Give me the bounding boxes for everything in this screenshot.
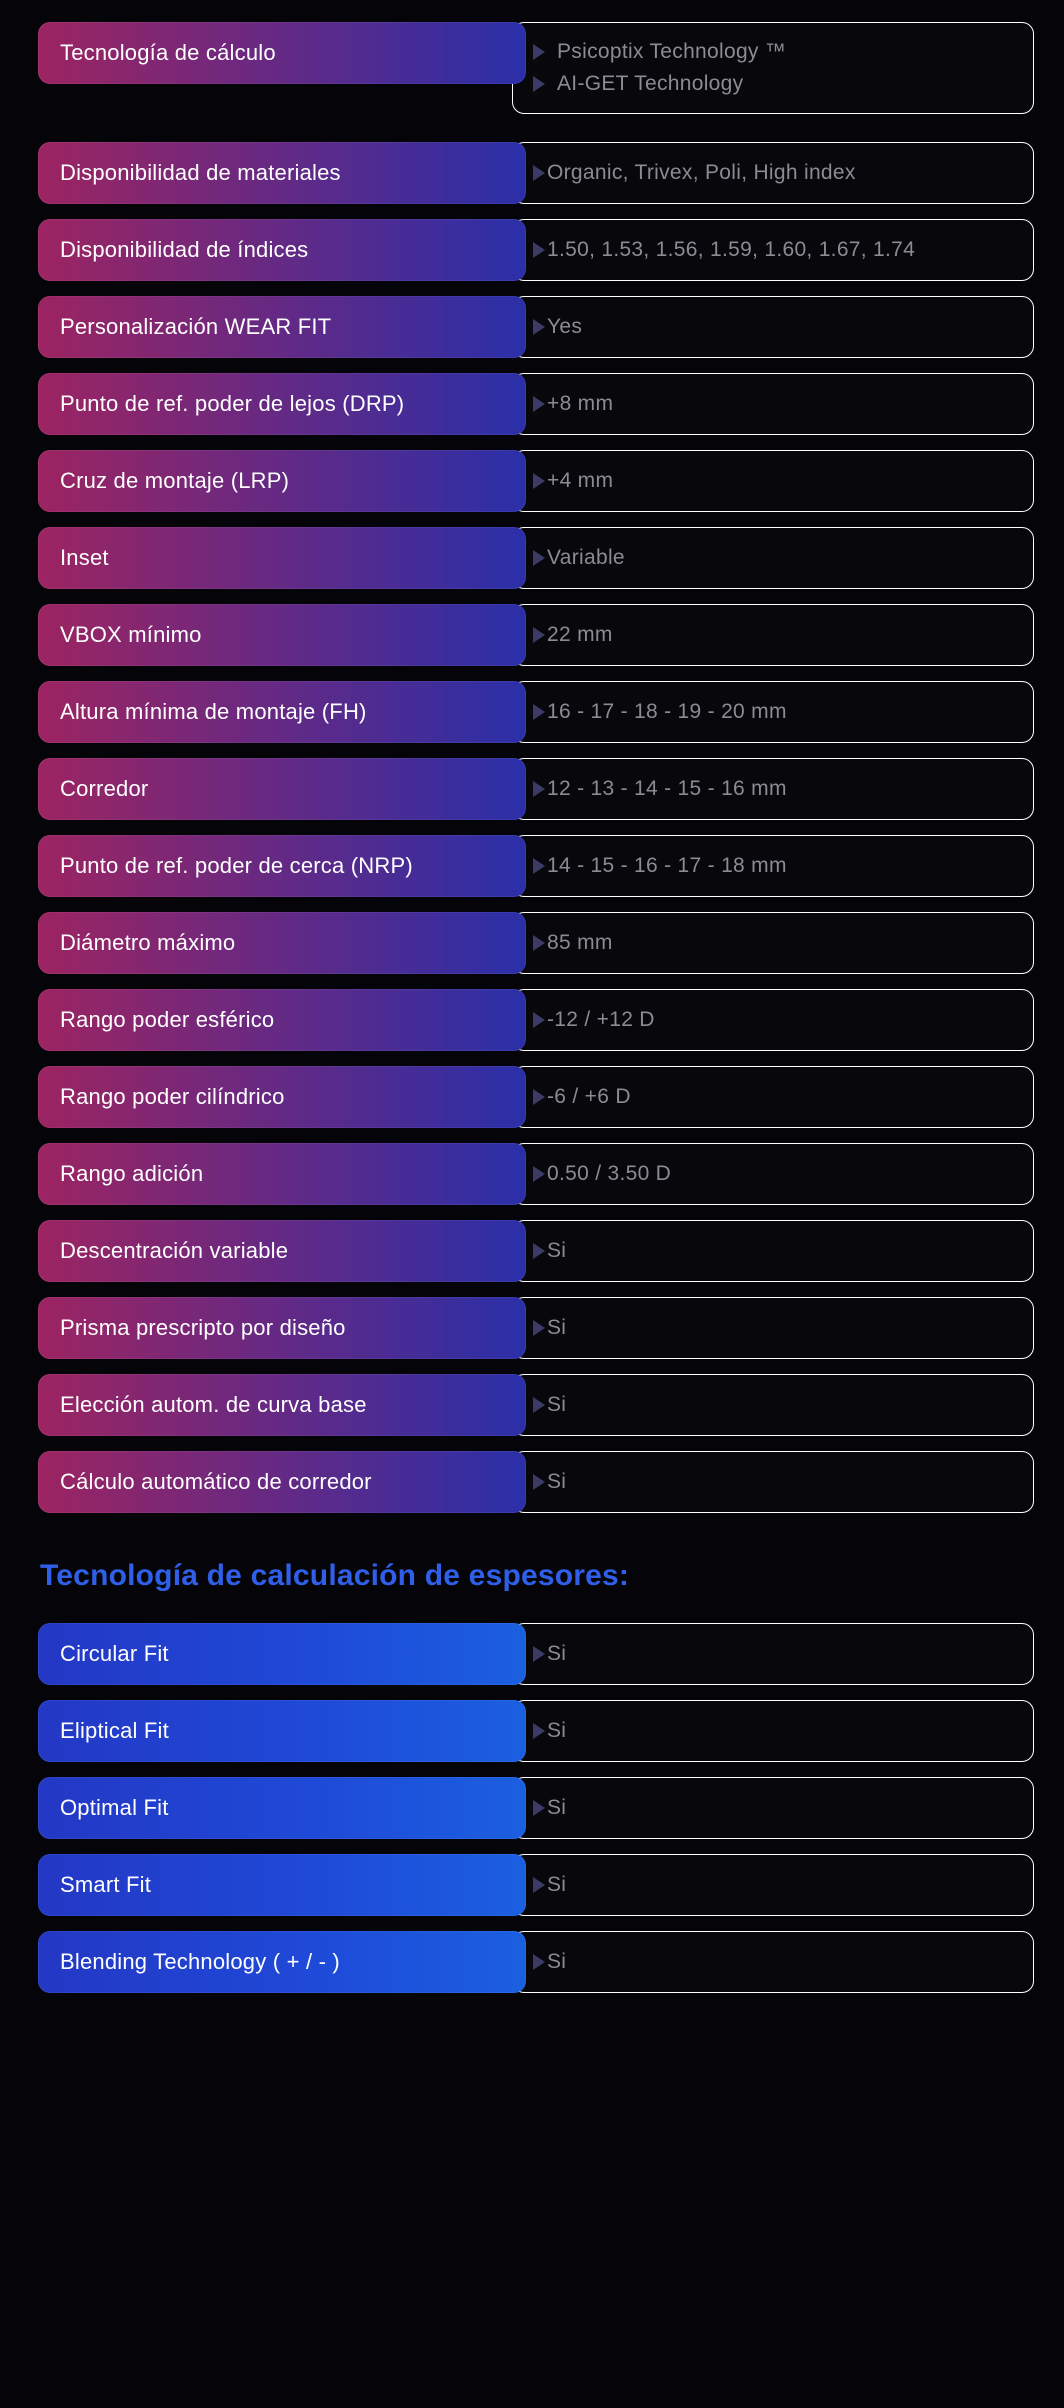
arrow-right-icon bbox=[533, 1474, 545, 1490]
spec-value-text: -12 / +12 D bbox=[547, 1007, 655, 1031]
spec-label-box bbox=[38, 1931, 526, 1993]
spec-value-text: 85 mm bbox=[547, 930, 613, 954]
spec-label-box bbox=[38, 1297, 526, 1359]
spec-label-box bbox=[38, 450, 526, 512]
spec-label-box bbox=[38, 835, 526, 897]
spec-label-text: Corredor bbox=[60, 776, 149, 801]
spec-label-text: Prisma prescripto por diseño bbox=[60, 1315, 346, 1340]
spec-label-text: Disponibilidad de índices bbox=[60, 237, 309, 262]
spec-value-box bbox=[512, 142, 1034, 204]
spec-value-box bbox=[512, 758, 1034, 820]
spec-label-box bbox=[38, 219, 526, 281]
arrow-right-icon bbox=[533, 1012, 545, 1028]
spec-label-text: Smart Fit bbox=[60, 1872, 152, 1897]
spec-label-box bbox=[38, 912, 526, 974]
spec-label-text: Elección autom. de curva base bbox=[60, 1392, 367, 1417]
arrow-right-icon bbox=[533, 1166, 545, 1182]
spec-value-box bbox=[512, 681, 1034, 743]
arrow-right-icon bbox=[533, 1397, 545, 1413]
spec-label-text: Inset bbox=[60, 545, 109, 570]
spec-label-box bbox=[38, 1374, 526, 1436]
arrow-right-icon bbox=[533, 935, 545, 951]
spec-value-box bbox=[512, 296, 1034, 358]
spec-label-text: VBOX mínimo bbox=[60, 622, 202, 647]
spec-value-box bbox=[512, 835, 1034, 897]
spec-value-text: Si bbox=[547, 1315, 567, 1339]
spec-label-box bbox=[38, 681, 526, 743]
spec-value-text: Si bbox=[547, 1641, 567, 1665]
spec-value-text: Psicoptix Technology ™ bbox=[557, 39, 787, 63]
spec-row bbox=[38, 912, 1034, 974]
spec-row bbox=[38, 758, 1034, 820]
arrow-right-icon bbox=[533, 781, 545, 797]
spec-label-box bbox=[38, 604, 526, 666]
spec-value-text: 16 - 17 - 18 - 19 - 20 mm bbox=[547, 699, 787, 723]
spec-label-box bbox=[38, 373, 526, 435]
spec-label-text: Punto de ref. poder de lejos (DRP) bbox=[60, 391, 405, 416]
spec-row bbox=[38, 527, 1034, 589]
spec-value-box bbox=[512, 604, 1034, 666]
spec-label-box bbox=[38, 1220, 526, 1282]
spec-value-text: Si bbox=[547, 1238, 567, 1262]
spec-list bbox=[38, 22, 1034, 1513]
spec-row bbox=[38, 989, 1034, 1051]
spec-value-box bbox=[512, 1143, 1034, 1205]
spec-value-box bbox=[512, 527, 1034, 589]
spec-label-text: Disponibilidad de materiales bbox=[60, 160, 341, 185]
spec-value-text: 12 - 13 - 14 - 15 - 16 mm bbox=[547, 776, 787, 800]
spec-value-box bbox=[512, 1297, 1034, 1359]
spec-label-text: Tecnología de cálculo bbox=[60, 40, 276, 65]
spec-label-text: Circular Fit bbox=[60, 1641, 169, 1666]
spec-label-text: Optimal Fit bbox=[60, 1795, 169, 1820]
spec-label-box bbox=[38, 1854, 526, 1916]
spec-value-box bbox=[512, 1374, 1034, 1436]
spec-value-line bbox=[533, 37, 786, 67]
spec-label-box bbox=[38, 1700, 526, 1762]
spec-row bbox=[38, 1374, 1034, 1436]
spec-value-line bbox=[533, 69, 786, 99]
spec-label-text: Personalización WEAR FIT bbox=[60, 314, 332, 339]
spec-label-text: Rango poder esférico bbox=[60, 1007, 275, 1032]
spec-label-text: Descentración variable bbox=[60, 1238, 289, 1263]
arrow-right-icon bbox=[533, 1877, 545, 1893]
spec-value-text: AI-GET Technology bbox=[557, 72, 744, 95]
spec-row bbox=[38, 142, 1034, 204]
spec-row bbox=[38, 219, 1034, 281]
spec-label-box bbox=[38, 527, 526, 589]
arrow-right-icon bbox=[533, 550, 545, 566]
arrow-right-icon bbox=[533, 1243, 545, 1259]
spec-value-box bbox=[512, 989, 1034, 1051]
spec-value-text: Si bbox=[547, 1949, 567, 1973]
section-title: Tecnología de calculación de espesores: bbox=[40, 1559, 630, 1592]
spec-row bbox=[38, 1297, 1034, 1359]
spec-row bbox=[38, 681, 1034, 743]
arrow-right-icon bbox=[533, 1800, 545, 1816]
spec-label-box bbox=[38, 22, 526, 84]
spec-label-box bbox=[38, 1623, 526, 1685]
spec-value-box bbox=[512, 219, 1034, 281]
spec-value-text: Variable bbox=[547, 545, 625, 569]
spec-label-box bbox=[38, 296, 526, 358]
spec-label-text: Cruz de montaje (LRP) bbox=[60, 468, 290, 493]
arrow-right-icon bbox=[533, 1723, 545, 1739]
spec-value-text: 22 mm bbox=[547, 622, 613, 646]
spec-row bbox=[38, 1143, 1034, 1205]
arrow-right-icon bbox=[533, 704, 545, 720]
arrow-right-icon bbox=[533, 76, 545, 92]
spec-row bbox=[38, 1220, 1034, 1282]
spec-row bbox=[38, 22, 1034, 114]
spec-label-box bbox=[38, 1066, 526, 1128]
spec-value-text: Si bbox=[547, 1795, 567, 1819]
spec-label-text: Cálculo automático de corredor bbox=[60, 1469, 372, 1494]
spec-row bbox=[38, 1777, 1034, 1839]
spec-value-text: Yes bbox=[547, 314, 583, 338]
spec-value-box bbox=[512, 1931, 1034, 1993]
arrow-right-icon bbox=[533, 1089, 545, 1105]
spec-value-box bbox=[512, 450, 1034, 512]
spec-label-text: Rango adición bbox=[60, 1161, 204, 1186]
spec-row bbox=[38, 1066, 1034, 1128]
spec-value-box bbox=[512, 22, 1034, 114]
arrow-right-icon bbox=[533, 473, 545, 489]
spec-value-lines bbox=[533, 37, 786, 100]
spec-label-box bbox=[38, 1451, 526, 1513]
spec-value-box bbox=[512, 1777, 1034, 1839]
arrow-right-icon bbox=[533, 396, 545, 412]
spec-value-box bbox=[512, 1854, 1034, 1916]
spec-value-text: Organic, Trivex, Poli, High index bbox=[547, 160, 856, 184]
spec-row bbox=[38, 296, 1034, 358]
spec-label-text: Diámetro máximo bbox=[60, 930, 236, 955]
spec-value-box bbox=[512, 1451, 1034, 1513]
arrow-right-icon bbox=[533, 1646, 545, 1662]
spec-value-text: -6 / +6 D bbox=[547, 1084, 631, 1108]
spec-row bbox=[38, 1931, 1034, 1993]
spec-label-text: Blending Technology ( + / - ) bbox=[60, 1949, 340, 1974]
arrow-right-icon bbox=[533, 627, 545, 643]
arrow-right-icon bbox=[533, 319, 545, 335]
spec-label-box bbox=[38, 1143, 526, 1205]
spec-row bbox=[38, 1623, 1034, 1685]
spec-row bbox=[38, 1700, 1034, 1762]
spec-row bbox=[38, 1854, 1034, 1916]
arrow-right-icon bbox=[533, 858, 545, 874]
spec-label-box bbox=[38, 1777, 526, 1839]
thickness-tech-list bbox=[38, 1623, 1034, 1993]
spec-value-text: 0.50 / 3.50 D bbox=[547, 1161, 672, 1185]
spec-label-text: Punto de ref. poder de cerca (NRP) bbox=[60, 853, 413, 878]
spec-row bbox=[38, 1451, 1034, 1513]
spec-value-text: 14 - 15 - 16 - 17 - 18 mm bbox=[547, 853, 787, 877]
spec-value-box bbox=[512, 373, 1034, 435]
spec-value-text: Si bbox=[547, 1392, 567, 1416]
spec-label-box bbox=[38, 989, 526, 1051]
spec-label-box bbox=[38, 758, 526, 820]
spec-label-text: Rango poder cilíndrico bbox=[60, 1084, 285, 1109]
spec-value-box bbox=[512, 912, 1034, 974]
arrow-right-icon bbox=[533, 242, 545, 258]
spec-row bbox=[38, 450, 1034, 512]
arrow-right-icon bbox=[533, 44, 545, 60]
spec-row bbox=[38, 604, 1034, 666]
spec-value-box bbox=[512, 1700, 1034, 1762]
spec-label-box bbox=[38, 142, 526, 204]
spec-label-text: Altura mínima de montaje (FH) bbox=[60, 699, 367, 724]
spec-value-text: 1.50, 1.53, 1.56, 1.59, 1.60, 1.67, 1.74 bbox=[547, 237, 916, 261]
spec-value-text: Si bbox=[547, 1872, 567, 1896]
spec-value-box bbox=[512, 1066, 1034, 1128]
spec-value-text: Si bbox=[547, 1718, 567, 1742]
spec-value-box bbox=[512, 1220, 1034, 1282]
spec-value-text: Si bbox=[547, 1469, 567, 1493]
spec-row bbox=[38, 373, 1034, 435]
spec-value-text: +8 mm bbox=[547, 391, 614, 415]
spec-row bbox=[38, 835, 1034, 897]
arrow-right-icon bbox=[533, 1954, 545, 1970]
arrow-right-icon bbox=[533, 1320, 545, 1336]
spec-value-text: +4 mm bbox=[547, 468, 614, 492]
arrow-right-icon bbox=[533, 165, 545, 181]
spec-label-text: Eliptical Fit bbox=[60, 1718, 169, 1743]
spec-value-box bbox=[512, 1623, 1034, 1685]
